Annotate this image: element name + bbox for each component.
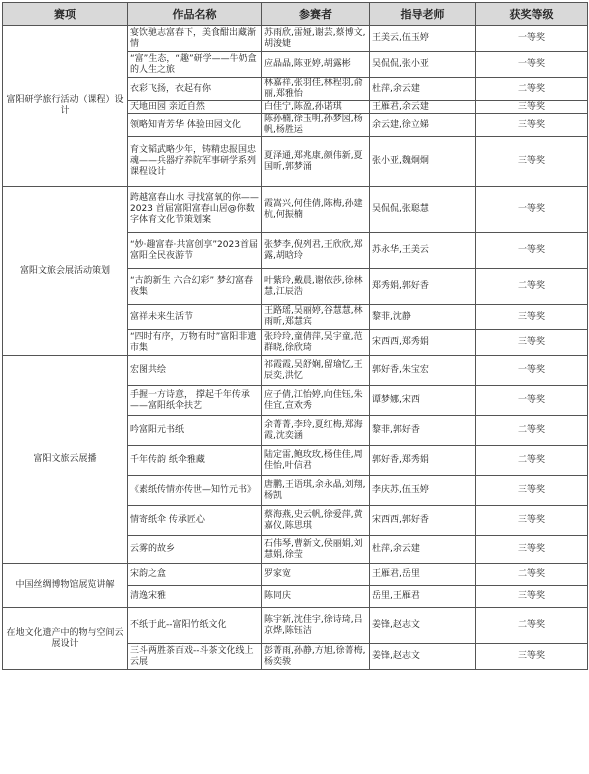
award-cell: 一等奖: [476, 26, 588, 52]
header-work: 作品名称: [128, 3, 262, 26]
teacher-cell: 郭好香,郑秀娟: [370, 446, 476, 476]
teacher-cell: 王雁君,余云建: [370, 101, 476, 114]
teacher-cell: 姜锋,赵志文: [370, 608, 476, 644]
awards-table: [2, 2, 588, 670]
participants-cell: 夏泽通,郑兆康,颜伟新,夏国昕,郭梦涌: [262, 137, 370, 187]
table-row: [3, 564, 588, 586]
teacher-cell: 余云建,徐立娣: [370, 114, 476, 137]
teacher-cell: 岳里,王雁君: [370, 586, 476, 608]
teacher-cell: 宋西西,郭好香: [370, 506, 476, 536]
participants-cell: 应子倩,江怡婷,向佳钰,朱佳宜,宣欢秀: [262, 386, 370, 416]
work-cell: “富”生态，“趣”研学——牛奶盒的人生之旅: [128, 52, 262, 78]
award-cell: 二等奖: [476, 78, 588, 101]
category-cell: 在地文化遗产中的物与空间云展设计: [3, 608, 128, 670]
participants-cell: 陆定雷,鲍玫玫,杨佳佳,周佳怡,叶信君: [262, 446, 370, 476]
participants-cell: 蔡海燕,史云帆,徐爱萍,黄嘉仪,陈思琪: [262, 506, 370, 536]
work-cell: 千年传韵 纸伞雅藏: [128, 446, 262, 476]
participants-cell: 唐鹏,王语琪,余永晶,刘翔,杨凯: [262, 476, 370, 506]
award-cell: 三等奖: [476, 114, 588, 137]
work-cell: 天地田园 亲近自然: [128, 101, 262, 114]
teacher-cell: 吴侃侃,张小亚: [370, 52, 476, 78]
category-cell: 富阳研学旅行活动（课程）设计: [3, 26, 128, 187]
participants-cell: 张玲玲,童倩萍,吴宇童,范群晓,徐欣琦: [262, 330, 370, 356]
award-cell: 三等奖: [476, 305, 588, 330]
work-cell: 云雾的故乡: [128, 536, 262, 564]
header-row: [3, 3, 588, 26]
participants-cell: 霞嵩兴,何佳倩,陈梅,孙建杭,何振楠: [262, 187, 370, 233]
teacher-cell: 姜锋,赵志文: [370, 644, 476, 670]
work-cell: 宋韵之盒: [128, 564, 262, 586]
participants-cell: 苏雨欣,雷娅,谢芸,蔡博文,胡浚婕: [262, 26, 370, 52]
work-cell: 富祥未来生活节: [128, 305, 262, 330]
participants-cell: 祁霞霞,吴舒娴,留瑜忆,王辰奕,洪忆: [262, 356, 370, 386]
teacher-cell: 郭好香,朱宝宏: [370, 356, 476, 386]
award-cell: 三等奖: [476, 101, 588, 114]
work-cell: “古韵新生 六合幻彩” 梦幻富春夜集: [128, 269, 262, 305]
work-cell: 育文韬武略少年，铸精忠报国忠魂——兵器疗养院军事研学系列课程设计: [128, 137, 262, 187]
work-cell: 吟富阳元书纸: [128, 416, 262, 446]
work-cell: 衣彩飞扬，衣起有你: [128, 78, 262, 101]
participants-cell: 石伟琴,曹新文,侯丽娟,刘慧娟,徐莹: [262, 536, 370, 564]
table-row: [3, 187, 588, 233]
header-category: 赛项: [3, 3, 128, 26]
work-cell: 《素纸传情亦传世—知竹元书》: [128, 476, 262, 506]
work-cell: 情寄纸伞 传承匠心: [128, 506, 262, 536]
award-cell: 二等奖: [476, 269, 588, 305]
work-cell: “四时有序，万物有时”富阳非遗市集: [128, 330, 262, 356]
table-row: [3, 608, 588, 644]
participants-cell: 叶紫玲,戴晨,谢依莎,徐林慧,江辰浩: [262, 269, 370, 305]
teacher-cell: 郑秀娟,郭好香: [370, 269, 476, 305]
work-cell: 三斗两胜茶百戏--斗茶文化线上云展: [128, 644, 262, 670]
award-cell: 一等奖: [476, 233, 588, 269]
award-cell: 三等奖: [476, 506, 588, 536]
teacher-cell: 王美云,伍玉婷: [370, 26, 476, 52]
teacher-cell: 杜萍,余云建: [370, 78, 476, 101]
teacher-cell: 王雁君,岳里: [370, 564, 476, 586]
participants-cell: 彭菁雨,孙静,方旭,徐菁梅,杨奕骏: [262, 644, 370, 670]
award-cell: 一等奖: [476, 356, 588, 386]
participants-cell: 陈同庆: [262, 586, 370, 608]
participants-cell: 余菁菁,李玲,夏红梅,郑海霞,沈奕涵: [262, 416, 370, 446]
teacher-cell: 黎菲,郭好香: [370, 416, 476, 446]
teacher-cell: 吴侃侃,张聪慧: [370, 187, 476, 233]
work-cell: 领略知青芳华 体验田园文化: [128, 114, 262, 137]
teacher-cell: 张小亚,魏炯炯: [370, 137, 476, 187]
table-row: [3, 26, 588, 52]
work-cell: 宏图共绘: [128, 356, 262, 386]
category-cell: 富阳文旅云展播: [3, 356, 128, 564]
category-cell: 中国丝绸博物馆展览讲解: [3, 564, 128, 608]
award-cell: 二等奖: [476, 416, 588, 446]
participants-cell: 应晶晶,陈亚婷,胡露彬: [262, 52, 370, 78]
participants-cell: 林嘉祥,张羽佳,林程羽,俞丽,郑雅怡: [262, 78, 370, 101]
award-cell: 三等奖: [476, 586, 588, 608]
teacher-cell: 宋西西,郑秀娟: [370, 330, 476, 356]
participants-cell: 王路瑶,吴丽婷,谷慧慧,林雨昕,郑慧宾: [262, 305, 370, 330]
work-cell: “妙·趣富春·共富创享”2023首届富阳全民夜游节: [128, 233, 262, 269]
award-cell: 三等奖: [476, 536, 588, 564]
table-body: [3, 26, 588, 670]
award-cell: 三等奖: [476, 644, 588, 670]
header-teacher: 指导老师: [370, 3, 476, 26]
work-cell: 手握一方诗意， 撑起千年传承 ——富阳纸伞扶艺: [128, 386, 262, 416]
award-cell: 三等奖: [476, 476, 588, 506]
work-cell: 清逸宋雅: [128, 586, 262, 608]
award-cell: 一等奖: [476, 386, 588, 416]
participants-cell: 陈宇新,沈佳宇,徐诗琦,吕京烨,陈钰洁: [262, 608, 370, 644]
award-cell: 二等奖: [476, 446, 588, 476]
teacher-cell: 苏永华,王美云: [370, 233, 476, 269]
participants-cell: 罗家宽: [262, 564, 370, 586]
award-cell: 三等奖: [476, 137, 588, 187]
teacher-cell: 谭梦娜,宋西: [370, 386, 476, 416]
teacher-cell: 李庆苏,伍玉婷: [370, 476, 476, 506]
teacher-cell: 杜萍,余云建: [370, 536, 476, 564]
category-cell: 富阳文旅会展活动策划: [3, 187, 128, 356]
award-cell: 一等奖: [476, 52, 588, 78]
participants-cell: 陈孙楠,徐玉明,孙梦园,杨帆,杨胜运: [262, 114, 370, 137]
table-row: [3, 356, 588, 386]
award-cell: 三等奖: [476, 330, 588, 356]
award-cell: 二等奖: [476, 608, 588, 644]
work-cell: 不纸于此--富阳竹纸文化: [128, 608, 262, 644]
work-cell: 跨越富春山水 寻找富氧的你——2023 首届富阳富春山居@你数字体育文化节策划案: [128, 187, 262, 233]
work-cell: 宴饮驰志富春下，美食酣出藏渐情: [128, 26, 262, 52]
award-cell: 二等奖: [476, 564, 588, 586]
header-award: 获奖等级: [476, 3, 588, 26]
teacher-cell: 黎菲,沈静: [370, 305, 476, 330]
participants-cell: 白佳宁,陈盈,孙诺琪: [262, 101, 370, 114]
header-participants: 参赛者: [262, 3, 370, 26]
award-cell: 一等奖: [476, 187, 588, 233]
participants-cell: 张梦李,倪列君,王欣欣,郑露,胡晗玲: [262, 233, 370, 269]
